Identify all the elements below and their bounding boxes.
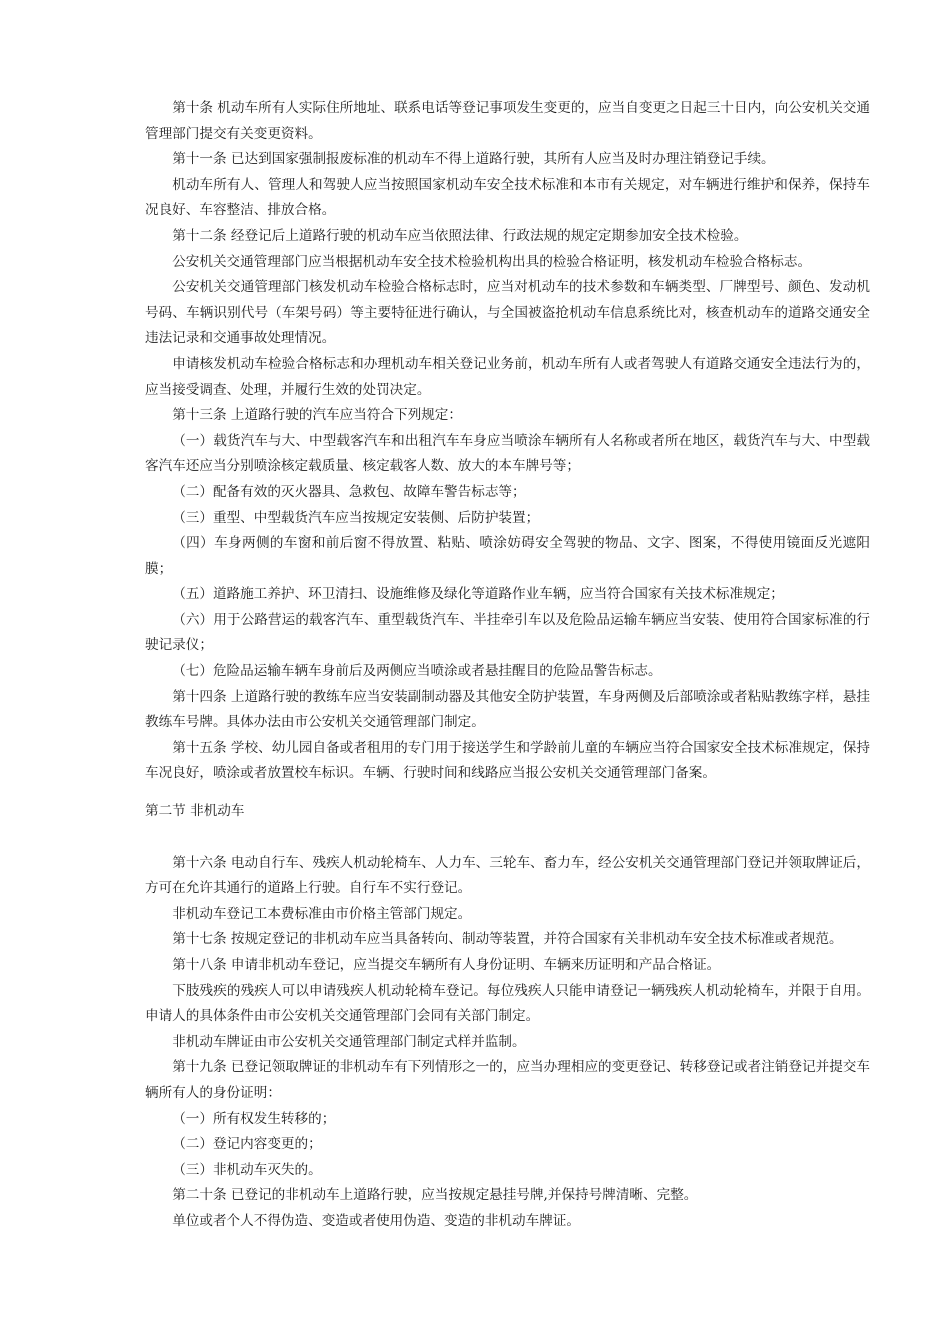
paragraph-article-10: 第十条 机动车所有人实际住所地址、联系电话等登记事项发生变更的，应当自变更之日起三十日内，向公安机关交通管理部门提交有关变更资料。 [145, 100, 870, 142]
paragraph-article-17: 第十七条 按规定登记的非机动车应当具备转向、制动等装置，并符合国家有关非机动车安全技术标准或者规范。 [172, 931, 843, 948]
list-item-19-1: （一）所有权发生转移的； [172, 1110, 336, 1127]
list-item-13-5: （五）道路施工养护、环卫清扫、设施维修及绿化等道路作业车辆，应当符合国家有关技术标准规定； [172, 586, 784, 603]
list-item-13-6: （六）用于公路营运的载客汽车、重型载货汽车、半挂牵引车以及危险品运输车辆应当安装、使用符合国家标准的行驶记录仪； [145, 611, 870, 654]
list-item-13-4: （四）车身两侧的车窗和前后窗不得放置、粘贴、喷涂妨碍安全驾驶的物品、文字、图案，不得使用镜面反光遮阳膜； [145, 535, 870, 577]
paragraph-forgery: 单位或者个人不得伪造、变造或者使用伪造、变造的非机动车牌证。 [172, 1212, 580, 1229]
list-item-13-7: （七）危险品运输车辆车身前后及两侧应当喷涂或者悬挂醒目的危险品警告标志。 [172, 663, 662, 680]
paragraph-article-13: 第十三条 上道路行驶的汽车应当符合下列规定： [172, 407, 462, 424]
paragraph-verification: 公安机关交通管理部门核发机动车检验合格标志时，应当对机动车的技术参数和车辆类型、厂牌型号、颜色、发动机号码、车辆识别代号（车架号码）等主要特征进行确认，与全国被盗抢机动车信息系统比对，核查机动车的道路交通安全违法记录和交通事故处理情况。 [145, 279, 870, 347]
paragraph-maintenance: 机动车所有人、管理人和驾驶人应当按照国家机动车安全技术标准和本市有关规定，对车辆进行维护和保养，保持车况良好、车容整洁、排放合格。 [145, 176, 870, 219]
paragraph-wheelchair: 下肢残疾的残疾人可以申请残疾人机动轮椅车登记。每位残疾人只能申请登记一辆残疾人机动轮椅车，并限于自用。申请人的具体条件由市公安机关交通管理部门会同有关部门制定。 [145, 982, 870, 1025]
paragraph-article-12: 第十二条 经登记后上道路行驶的机动车应当依照法律、行政法规的规定定期参加安全技术检验。 [172, 227, 748, 244]
paragraph-article-19: 第十九条 已登记领取牌证的非机动车有下列情形之一的，应当办理相应的变更登记、转移登记或者注销登记并提交车辆所有人的身份证明： [145, 1059, 870, 1101]
paragraph-article-15: 第十五条 学校、幼儿园自备或者租用的专门用于接送学生和学龄前儿童的车辆应当符合国家安全技术标准规定，保持车况良好，喷涂或者放置校车标识。车辆、行驶时间和线路应当报公安机关交通管理部门备案。 [145, 739, 870, 782]
list-item-19-2: （二）登记内容变更的； [172, 1136, 322, 1153]
section-heading: 第二节 非机动车 [145, 803, 245, 820]
document-page [145, 96, 870, 1235]
paragraph-article-18: 第十八条 申请非机动车登记，应当提交车辆所有人身份证明、车辆来历证明和产品合格证。 [172, 957, 721, 973]
list-item-13-3: （三）重型、中型载货汽车应当按规定安装侧、后防护装置； [172, 509, 540, 526]
paragraph-article-14: 第十四条 上道路行驶的教练车应当安装副制动器及其他安全防护装置，车身两侧及后部喷涂或者粘贴教练字样，悬挂教练车号牌。具体办法由市公安机关交通管理部门制定。 [145, 688, 870, 731]
paragraph-inspection-mark: 公安机关交通管理部门应当根据机动车安全技术检验机构出具的检验合格证明，核发机动车检验合格标志。 [172, 253, 812, 270]
paragraph-violation-handling: 申请核发机动车检验合格标志和办理机动车相关登记业务前，机动车所有人或者驾驶人有道路交通安全违法行为的，应当接受调查、处理，并履行生效的处罚决定。 [145, 355, 870, 398]
paragraph-fee: 非机动车登记工本费标准由市价格主管部门规定。 [172, 905, 472, 922]
paragraph-article-16: 第十六条 电动自行车、残疾人机动轮椅车、人力车、三轮车、畜力车，经公安机关交通管理部门登记并领取牌证后，方可在允许其通行的道路上行驶。自行车不实行登记。 [145, 854, 870, 897]
paragraph-plate-format: 非机动车牌证由市公安机关交通管理部门制定式样并监制。 [172, 1033, 526, 1050]
paragraph-article-20: 第二十条 已登记的非机动车上道路行驶，应当按规定悬挂号牌,并保持号牌清晰、完整。 [172, 1187, 698, 1204]
paragraph-article-11: 第十一条 已达到国家强制报废标准的机动车不得上道路行驶，其所有人应当及时办理注销登记手续。 [172, 151, 775, 168]
list-item-13-1: （一）载货汽车与大、中型载客汽车和出租汽车车身应当喷涂车辆所有人名称或者所在地区，载货汽车与大、中型载客汽车还应当分别喷涂核定载质量、核定载客人数、放大的本车牌号等； [145, 432, 870, 475]
list-item-13-2: （二）配备有效的灭火器具、急救包、故障车警告标志等； [172, 483, 526, 500]
list-item-19-3: （三）非机动车灭失的。 [172, 1161, 322, 1178]
